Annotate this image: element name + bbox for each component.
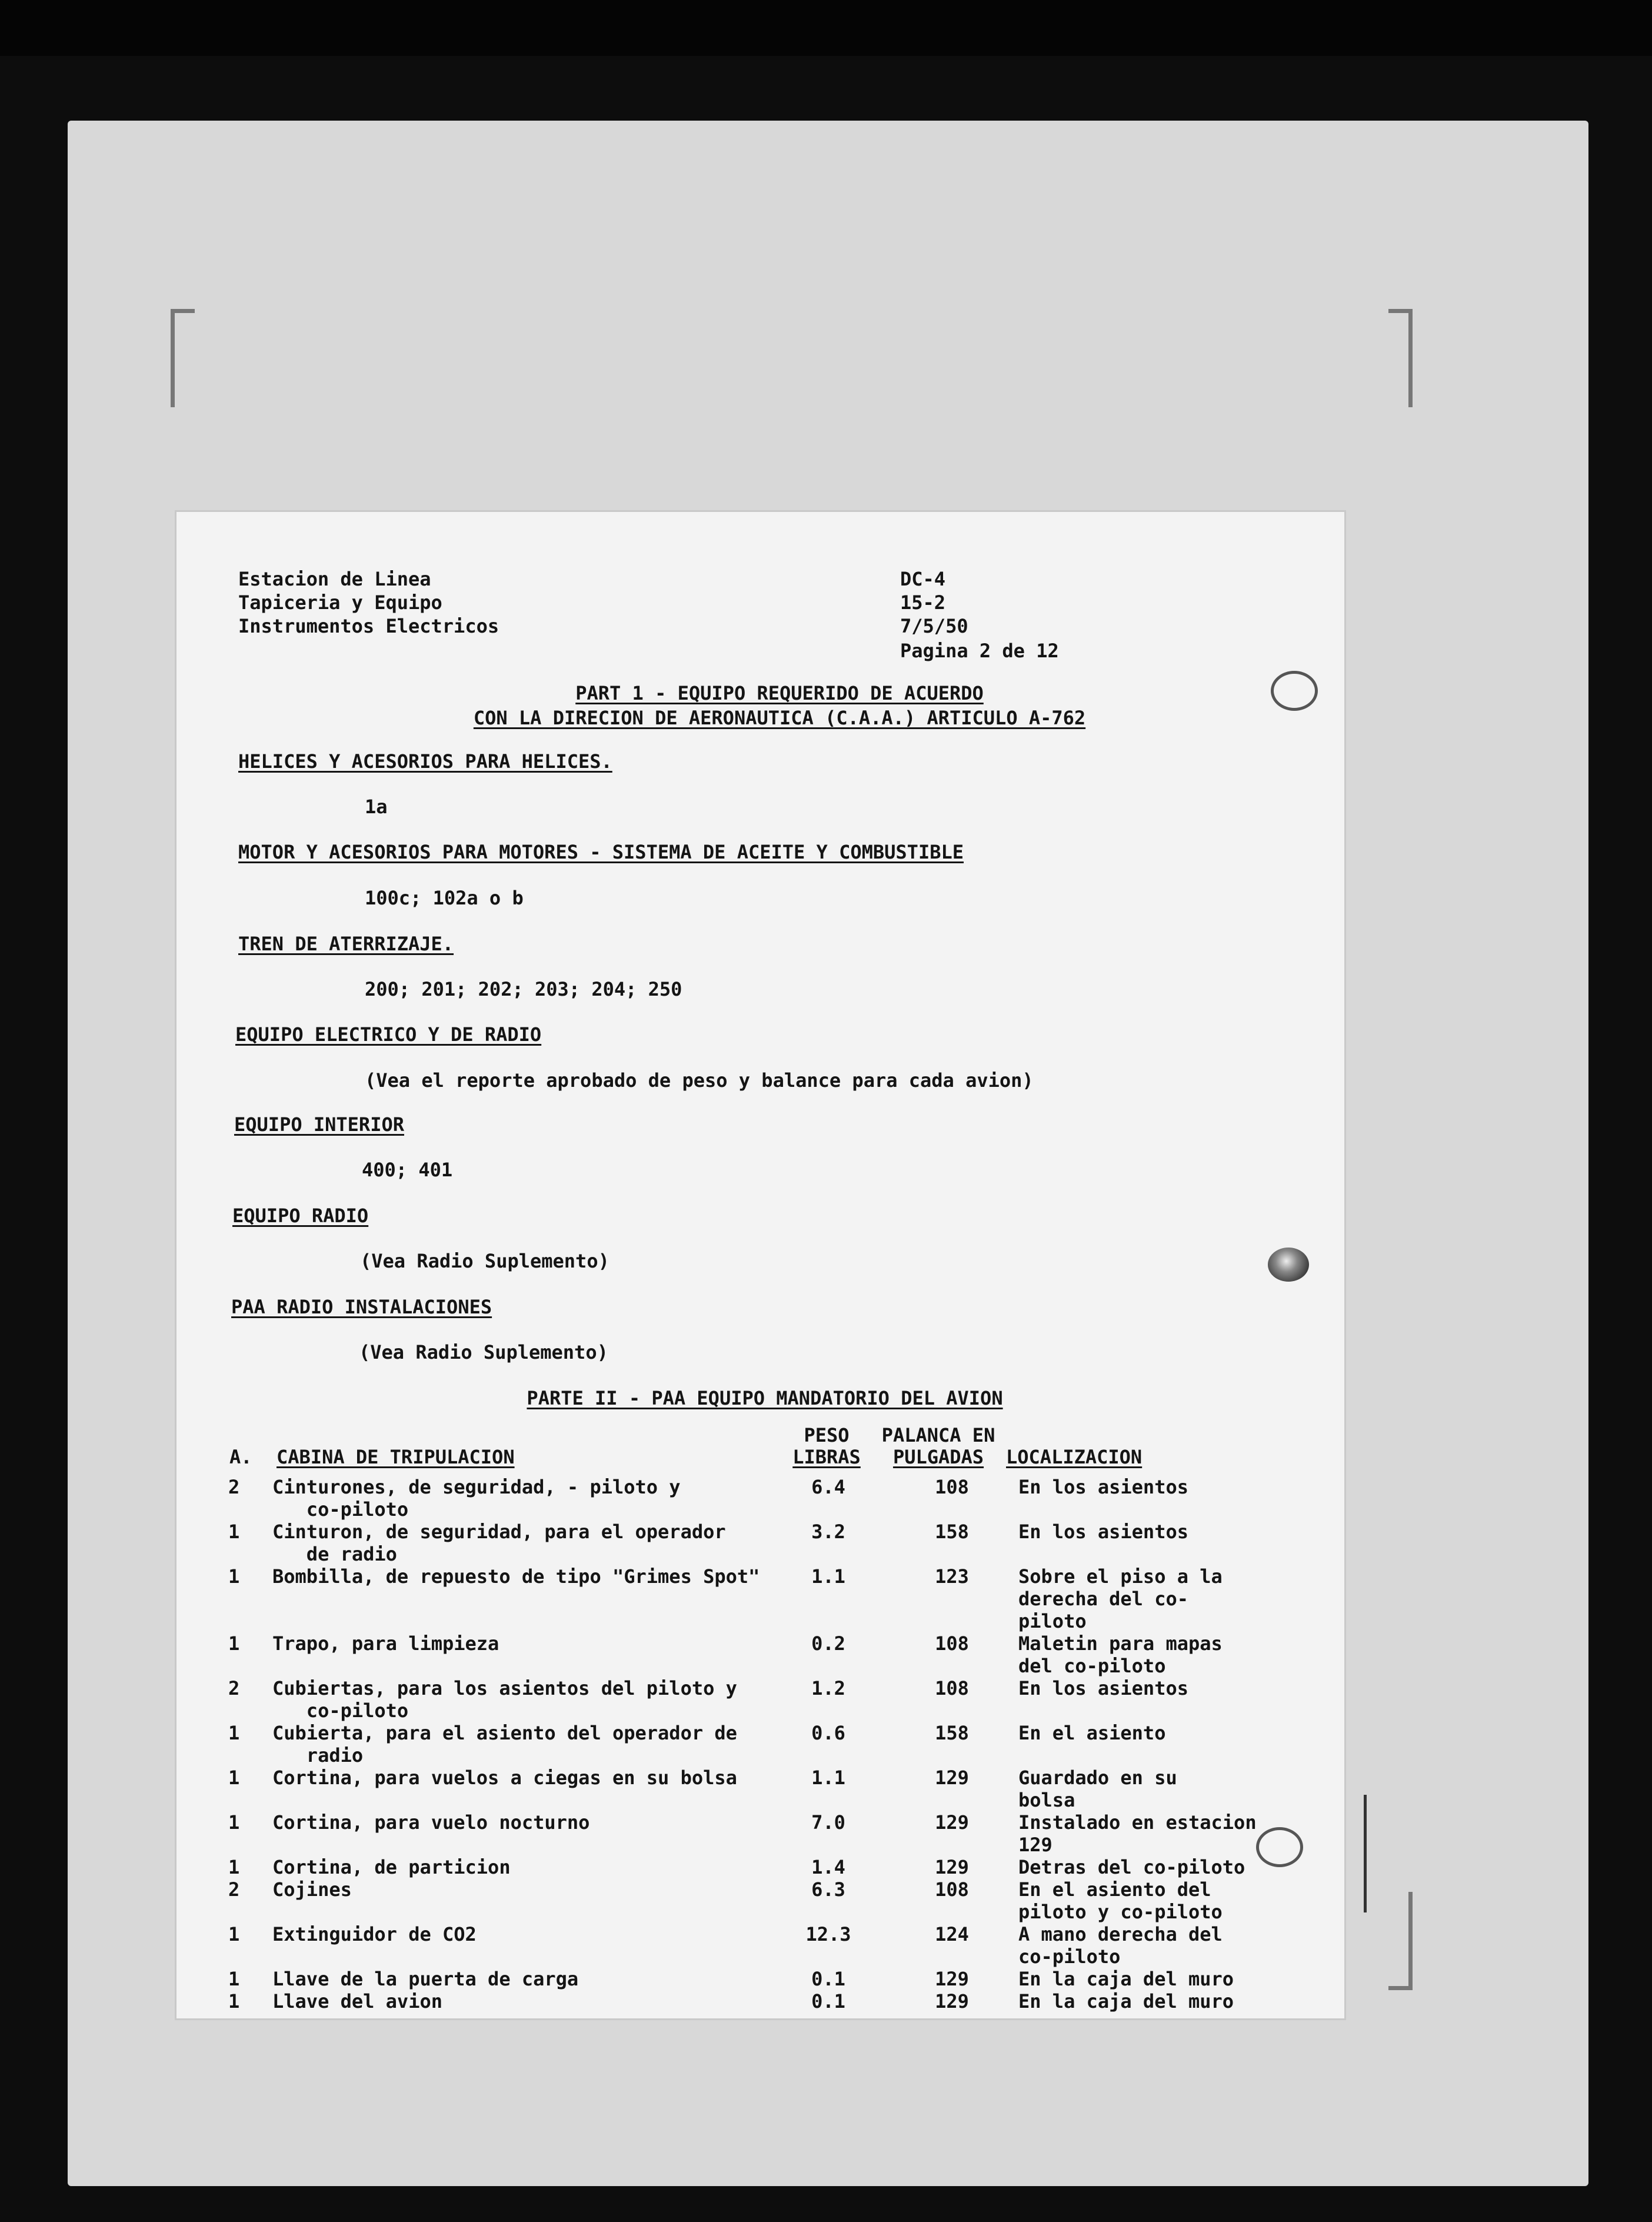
weight-cell: 1.1 [811,1565,845,1588]
location-cell: En los asientos [1018,1677,1188,1699]
header-left-line-2: Tapiceria y Equipo [238,591,442,614]
location-cell: En la caja del muro [1018,1968,1234,1990]
weight-cell: 0.1 [811,1990,845,2013]
margin-mark [1364,1795,1367,1912]
section-a-title: CABINA DE TRIPULACION [277,1446,515,1468]
weight-cell: 7.0 [811,1811,845,1834]
article-cell: Cinturon, de seguridad, para el operador de radio [272,1521,726,1565]
location-cell: En los asientos [1018,1476,1188,1498]
location-cell: En el asiento [1018,1722,1166,1744]
arm-cell: 129 [935,1856,969,1878]
section-letter: A. [229,1446,252,1468]
header-left-line-3: Instrumentos Electricos [238,615,499,637]
table-row [228,1677,1265,1722]
weight-cell: 0.1 [811,1968,845,1990]
location-cell: Instalado en estacion 129 [1018,1811,1257,1856]
arm-cell: 129 [935,1990,969,2013]
location-cell: Detras del co-piloto [1018,1856,1245,1878]
location-cell: Sobre el piso a la derecha del co- piloto [1018,1565,1223,1632]
article-cell: Cojines [272,1878,352,1901]
header-left-line-1: Estacion de Linea [238,568,431,590]
table-row [228,1722,1265,1767]
weight-cell: 0.2 [811,1632,845,1655]
article-cell: Cubiertas, para los asientos del piloto y co-piloto [272,1677,737,1722]
location-cell: En los asientos [1018,1521,1188,1543]
arm-cell: 124 [935,1923,969,1945]
weight-cell: 12.3 [805,1923,851,1945]
crop-mark-top-left [171,309,195,407]
table-row [228,1632,1265,1677]
article-cell: Bombilla, de repuesto de tipo "Grimes Spot" [272,1565,760,1588]
quantity-cell: 1 [228,1632,240,1655]
arm-cell: 108 [935,1677,969,1699]
arm-cell: 108 [935,1878,969,1901]
equipment-table [228,1476,1265,2013]
document-date: 7/5/50 [900,615,968,637]
part1-title-line-1: PART 1 - EQUIPO REQUERIDO DE ACUERDO [575,682,984,704]
arm-cell: 123 [935,1565,969,1588]
page-number: Pagina 2 de 12 [900,640,1059,662]
location-cell: En el asiento del piloto y co-piloto [1018,1878,1223,1923]
location-cell: Guardado en su bolsa [1018,1767,1177,1811]
document-number: 15-2 [900,591,946,614]
weight-cell: 0.6 [811,1722,845,1744]
weight-cell: 3.2 [811,1521,845,1543]
punch-hole [1271,671,1318,711]
crop-mark-bottom-right [1388,1892,1413,1990]
article-cell: Cubierta, para el asiento del operador de radio [272,1722,737,1767]
section-body: 200; 201; 202; 203; 204; 250 [365,978,682,1000]
table-row [228,1968,1265,1990]
section-heading: EQUIPO RADIO [232,1205,369,1227]
quantity-cell: 1 [228,1923,240,1945]
table-row [228,1878,1265,1923]
quantity-cell: 1 [228,1521,240,1543]
arm-cell: 108 [935,1632,969,1655]
location-cell: Maletin para mapas del co-piloto [1018,1632,1223,1677]
weight-cell: 1.1 [811,1767,845,1789]
section-body: (Vea Radio Suplemento) [359,1341,608,1363]
table-row [228,1990,1265,2013]
weight-cell: 1.2 [811,1677,845,1699]
weight-cell: 1.4 [811,1856,845,1878]
aircraft-model: DC-4 [900,568,946,590]
table-row [228,1521,1265,1565]
palanca-header: PALANCA EN [881,1424,995,1446]
section-heading: PAA RADIO INSTALACIONES [231,1296,492,1318]
quantity-cell: 2 [228,1878,240,1901]
quantity-cell: 1 [228,1811,240,1834]
article-cell: Extinguidor de CO2 [272,1923,477,1945]
peso-header: PESO [804,1424,850,1446]
part2-title: PARTE II - PAA EQUIPO MANDATORIO DEL AVION [527,1387,1003,1409]
location-cell: En la caja del muro [1018,1990,1234,2013]
article-cell: Llave de la puerta de carga [272,1968,579,1990]
article-cell: Cinturones, de seguridad, - piloto y co-piloto [272,1476,681,1521]
arm-cell: 129 [935,1811,969,1834]
article-cell: Cortina, para vuelos a ciegas en su bolsa [272,1767,737,1789]
section-body: 100c; 102a o b [365,887,524,909]
crop-mark-top-right [1388,309,1413,407]
palanca-unit-header: PULGADAS [892,1446,984,1468]
table-row [228,1476,1265,1521]
section-body: (Vea Radio Suplemento) [360,1250,609,1272]
article-cell: Llave del avion [272,1990,442,2013]
peso-unit-header: LIBRAS [792,1446,861,1468]
table-row [228,1856,1265,1878]
table-row [228,1811,1265,1856]
arm-cell: 158 [935,1722,969,1744]
article-cell: Trapo, para limpieza [272,1632,499,1655]
part1-title-line-2: CON LA DIRECION DE AERONAUTICA (C.A.A.) ARTICULO A-762 [473,707,1086,729]
arm-cell: 129 [935,1767,969,1789]
section-body: 1a [365,796,388,818]
table-row [228,1923,1265,1968]
section-heading: EQUIPO ELECTRICO Y DE RADIO [235,1023,542,1046]
location-cell: A mano derecha del co-piloto [1018,1923,1223,1968]
section-heading: EQUIPO INTERIOR [234,1113,404,1136]
section-body: 400; 401 [362,1159,453,1181]
quantity-cell: 1 [228,1722,240,1744]
arm-cell: 158 [935,1521,969,1543]
localizacion-header: LOCALIZACION [1006,1446,1143,1468]
arm-cell: 108 [935,1476,969,1498]
film-border [0,0,1652,56]
arm-cell: 129 [935,1968,969,1990]
quantity-cell: 1 [228,1565,240,1588]
weight-cell: 6.3 [811,1878,845,1901]
section-heading: MOTOR Y ACESORIOS PARA MOTORES - SISTEMA DE ACEITE Y COMBUSTIBLE [238,841,964,863]
weight-cell: 6.4 [811,1476,845,1498]
article-cell: Cortina, para vuelo nocturno [272,1811,590,1834]
quantity-cell: 1 [228,1990,240,2013]
quantity-cell: 2 [228,1476,240,1498]
article-cell: Cortina, de particion [272,1856,511,1878]
quantity-cell: 2 [228,1677,240,1699]
section-heading: TREN DE ATERRIZAJE. [238,933,454,955]
quantity-cell: 1 [228,1968,240,1990]
section-heading: HELICES Y ACESORIOS PARA HELICES. [238,750,612,773]
table-row [228,1565,1265,1632]
quantity-cell: 1 [228,1856,240,1878]
punch-hole-rivet [1268,1248,1309,1282]
table-row [228,1767,1265,1811]
section-body: (Vea el reporte aprobado de peso y balance para cada avion) [365,1069,1034,1092]
quantity-cell: 1 [228,1767,240,1789]
